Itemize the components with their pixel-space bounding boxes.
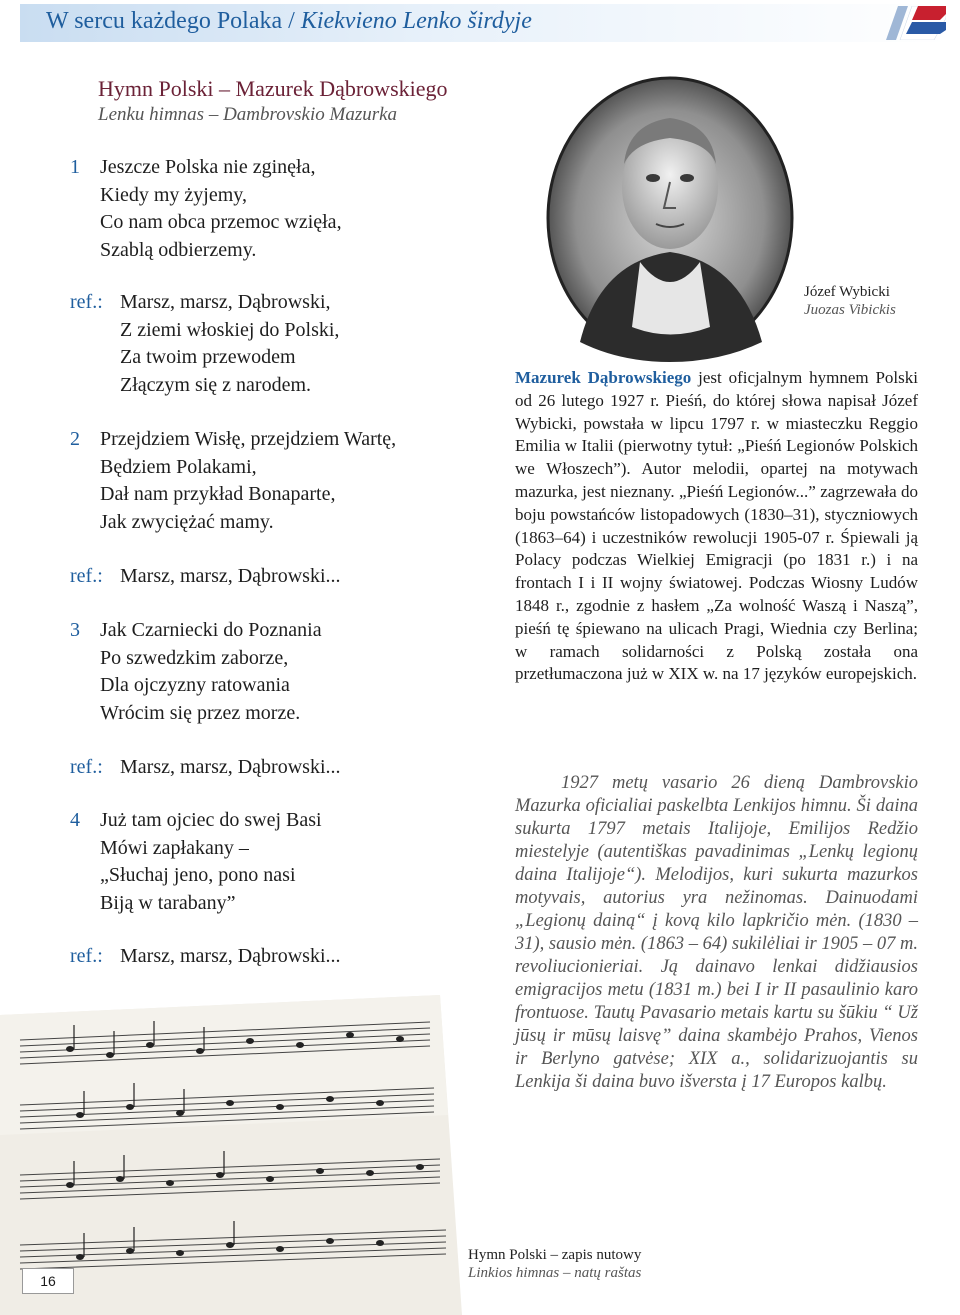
description-polish	[515, 367, 918, 686]
refrain-line: Z ziemi włoskiej do Polski,	[120, 318, 340, 341]
refrain-line: Marsz, marsz, Dąbrowski...	[120, 945, 341, 967]
header-title-lt: Kiekvieno Lenko širdyje	[300, 8, 532, 34]
verse-line: Szablą odbierzemy.	[100, 238, 257, 261]
verse-number: 1	[70, 156, 80, 178]
refrain-line: Za twoim przewodem	[120, 346, 296, 368]
verse-number: 4	[70, 809, 80, 831]
verse-number: 2	[70, 428, 80, 450]
refrain-4	[70, 943, 341, 971]
verse-1	[70, 154, 342, 264]
verse-2	[70, 426, 396, 536]
description-highlight: Mazurek Dąbrowskiego	[515, 368, 692, 387]
page-header-title	[46, 8, 532, 35]
verse-line: Już tam ojciec do swej Basi	[100, 809, 322, 831]
sheet-music-caption-pl: Hymn Polski – zapis nutowy	[468, 1247, 642, 1263]
verse-line: Jeszcze Polska nie zginęła,	[100, 156, 316, 178]
refrain-3	[70, 754, 341, 782]
sheet-music-caption-lt: Linkios himnas – natų raštas	[468, 1265, 642, 1281]
verse-line: Przejdziem Wisłę, przejdziem Wartę,	[100, 428, 397, 450]
refrain-label: ref.:	[70, 756, 103, 778]
refrain-line: Marsz, marsz, Dąbrowski...	[120, 565, 341, 587]
verse-4	[70, 807, 322, 917]
verse-line: Jak Czarniecki do Poznania	[100, 619, 322, 641]
refrain-line: Złączym się z narodem.	[120, 373, 312, 396]
refrain-line: Marsz, marsz, Dąbrowski...	[120, 756, 341, 778]
refrain-label: ref.:	[70, 291, 103, 313]
verse-line: Jak zwyciężać mamy.	[100, 510, 274, 533]
header-title-pl: W sercu każdego Polaka	[46, 8, 283, 34]
portrait-caption-lt: Juozas Vibickis	[804, 302, 896, 318]
verse-number: 3	[70, 619, 80, 641]
header-separator: /	[282, 8, 301, 34]
song-title: Hymn Polski – Mazurek Dąbrowskiego	[98, 76, 448, 101]
description-lithuanian: 1927 metų vasario 26 dieną Dambrovskio Mazurka oficialiai paskelbta Lenkijos himnu. Ši daina sukurta 1797 metais Italijoje, Emilijos Redžio miestelyje (autentiškas pavadinimas „Lenkų legionų daina Italijoje“). Melodijos, kuri sukurta mazurkos motyvais, autorius yra nežinomas. Dainuodami „Legionų dainą“ į kovą kilo lapkričio mėn. (1830 – 31), sausio mėn. (1863 – 64) sukilėliai ir 1905 – 07 m. revoliucionieriai. Ją dainavo lenkai didžiausios emigracijos metu (1831 m.) bei I ir II pasaulinio karo frontuose. Tautų Pavasario metais kartu su šūkiu “ Už jūsų ir mūsų laisvę” daina skambėjo Prahos, Vienos ir Berlyno gatvėse; XIX a., solidarizuojantis su Lenkija ši daina buvo išversta į 17 Europos kalbų.	[515, 773, 918, 1092]
verse-line: Wrócim się przez morze.	[100, 701, 301, 724]
sheet-music-image	[0, 995, 462, 1315]
refrain-label: ref.:	[70, 565, 103, 587]
verse-line: Będziem Polakami,	[100, 455, 257, 478]
verse-line: Po szwedzkim zaborze,	[100, 646, 289, 669]
verse-3	[70, 617, 322, 727]
portrait-image	[540, 72, 800, 364]
verse-line: Dla ojczyzny ratowania	[100, 674, 290, 696]
refrain-line: Marsz, marsz, Dąbrowski,	[120, 291, 331, 313]
sheet-music-caption	[468, 1246, 641, 1282]
refrain-2	[70, 563, 341, 591]
verse-line: Co nam obca przemoc wzięła,	[100, 211, 342, 233]
song-subtitle: Lenku himnas – Dambrovskio Mazurka	[98, 104, 398, 125]
verse-line: Mówi zapłakany –	[100, 836, 249, 859]
page-number: 16	[22, 1268, 74, 1294]
description-body: jest oficjalnym hymnem Polski od 26 lutego 1927 r. Pieśń, do której słowa napisał Józef Wybicki, powstała w lipcu 1797 r. w miasteczku Reggio Emilia w Italii (pierwotny tytuł: „Pieśń Legionów Polskich we Włoszech”). Autor melodii, opartej na motywach mazurka, jest nieznany. „Pieśń Legionów...” zagrzewała do boju powstańców listopadowych (1830–31), styczniowych (1863–64) i uczestników rewolucji 1905-07 r. Śpiewali ją Polacy podczas Wielkiej Emigracji (po 1831 r.) i na frontach I i II wojny światowej. Podczas Wiosny Ludów 1848 r., zgodnie z hasłem „Za wolność Waszą i Naszą”, pieśń tę śpiewano na ulicach Pragi, Wiednia czy Berlina; w ramach solidarności z Polską została ona przetłumaczona już w XIX w. na 17 języków europejskich.	[515, 368, 918, 684]
verse-line: Dał nam przykład Bonaparte,	[100, 483, 336, 505]
portrait-caption-pl: Józef Wybicki	[804, 284, 890, 300]
flag-stripes-icon	[878, 6, 946, 40]
verse-line: Biją w tarabany”	[100, 891, 236, 914]
portrait-caption	[804, 283, 896, 319]
refrain-label: ref.:	[70, 945, 103, 967]
verse-line: Kiedy my żyjemy,	[100, 183, 248, 206]
refrain-1	[70, 289, 339, 399]
verse-line: „Słuchaj jeno, pono nasi	[100, 864, 296, 886]
